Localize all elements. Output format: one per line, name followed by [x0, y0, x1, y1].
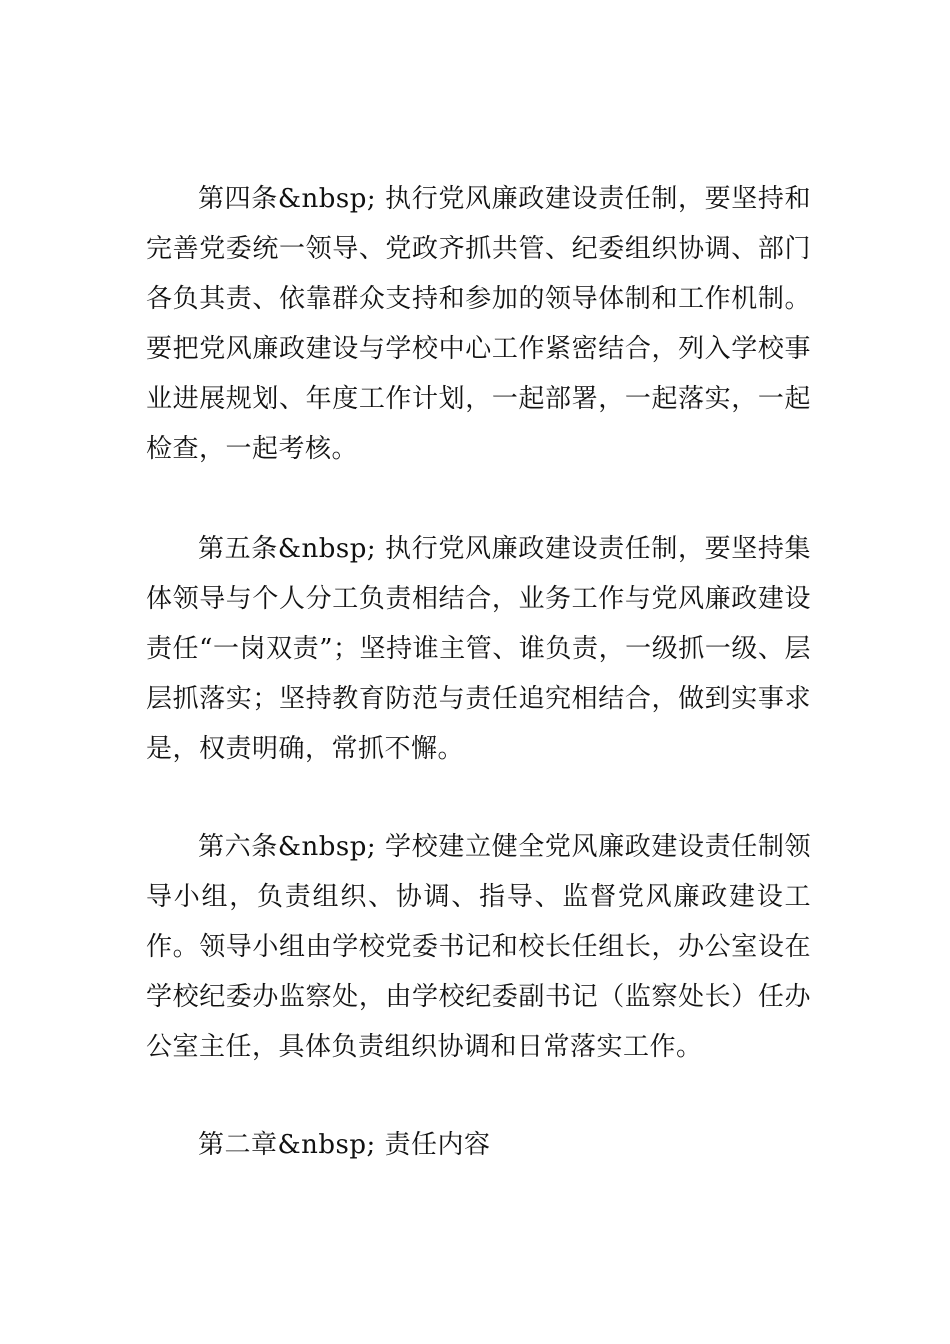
chapter-2-heading: 第二章&nbsp; 责任内容 [198, 1130, 491, 1160]
article-6-paragraph: 第六条&nbsp; 学校建立健全党风廉政建设责任制领导小组，负责组织、协调、指导、监督党风廉政建设工作。领导小组由学校党委书记和校长任组长，办公室设在学校纪委办监察处，由学校纪委副书记（监察处长）任办公室主任，具体负责组织协调和日常落实工作。 [146, 832, 811, 1062]
article-4-paragraph: 第四条&nbsp; 执行党风廉政建设责任制，要坚持和完善党委统一领导、党政齐抓共管、纪委组织协调、部门各负其责、依靠群众支持和参加的领导体制和工作机制。要把党风廉政建设与学校中心工作紧密结合，列入学校事业进展规划、年度工作计划，一起部署，一起落实，一起检查，一起考核。 [146, 184, 811, 464]
article-5-paragraph: 第五条&nbsp; 执行党风廉政建设责任制，要坚持集体领导与个人分工负责相结合，业务工作与党风廉政建设责任“一岗双责”；坚持谁主管、谁负责，一级抓一级、层层抓落实；坚持教育防范与责任追究相结合，做到实事求是，权责明确，常抓不懈。 [146, 534, 811, 764]
